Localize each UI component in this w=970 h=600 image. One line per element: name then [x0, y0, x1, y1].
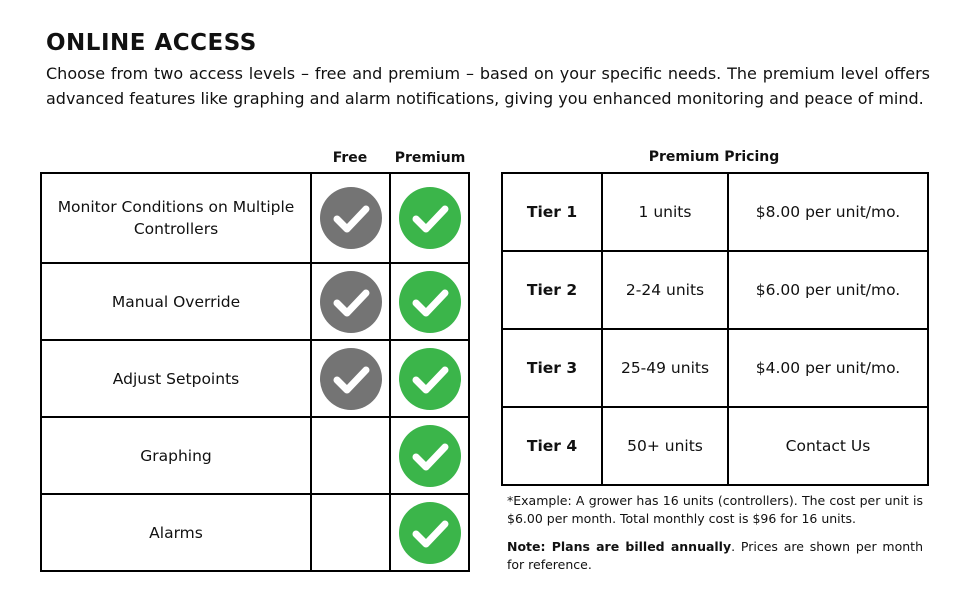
- feature-row: [41, 173, 469, 263]
- billing-note: [507, 538, 923, 574]
- pricing-example: *Example: A grower has 16 units (controllers). The cost per unit is $6.00 per month. Total monthly cost is $96 for 16 units.: [507, 493, 923, 526]
- feature-label: Manual Override: [41, 263, 311, 340]
- free-column-header: Free: [332, 150, 368, 166]
- free-check-icon: [320, 187, 382, 249]
- free-cell: [311, 494, 390, 571]
- pricing-row: [502, 329, 928, 407]
- tier-price: Contact Us: [728, 407, 928, 485]
- tier-units: 2-24 units: [602, 251, 728, 329]
- free-cell: [311, 173, 390, 263]
- free-cell: [311, 417, 390, 494]
- premium-column-header: Premium: [394, 150, 466, 166]
- pricing-row: [502, 407, 928, 485]
- free-check-icon: [320, 348, 382, 410]
- premium-cell: [390, 263, 469, 340]
- feature-row: [41, 417, 469, 494]
- tier-price: $6.00 per unit/mo.: [728, 251, 928, 329]
- premium-cell: [390, 417, 469, 494]
- tier-label: Tier 3: [502, 329, 602, 407]
- premium-check-icon: [399, 187, 461, 249]
- tier-price: $8.00 per unit/mo.: [728, 173, 928, 251]
- pricing-row: [502, 251, 928, 329]
- free-cell: [311, 263, 390, 340]
- page-title: ONLINE ACCESS: [46, 30, 257, 56]
- tier-label: Tier 4: [502, 407, 602, 485]
- tier-units: 50+ units: [602, 407, 728, 485]
- feature-label: Graphing: [41, 417, 311, 494]
- premium-check-icon: [399, 271, 461, 333]
- free-check-icon: [320, 271, 382, 333]
- feature-label: Adjust Setpoints: [41, 340, 311, 417]
- free-cell: [311, 340, 390, 417]
- pricing-title: Premium Pricing: [648, 149, 780, 165]
- premium-check-icon: [399, 502, 461, 564]
- feature-label: Alarms: [41, 494, 311, 571]
- pricing-row: [502, 173, 928, 251]
- feature-row: [41, 340, 469, 417]
- tier-units: 1 units: [602, 173, 728, 251]
- premium-check-icon: [399, 425, 461, 487]
- tier-label: Tier 2: [502, 251, 602, 329]
- premium-cell: [390, 494, 469, 571]
- billing-note-bold: Note: Plans are billed annually: [507, 539, 732, 554]
- premium-check-icon: [399, 348, 461, 410]
- premium-cell: [390, 173, 469, 263]
- tier-label: Tier 1: [502, 173, 602, 251]
- feature-row: [41, 263, 469, 340]
- billing-note-rest: . Prices are shown per month for reference.: [507, 539, 924, 572]
- intro-paragraph: Choose from two access levels – free and premium – based on your specific needs. The premium level offers advanced features like graphing and alarm notifications, giving you enhanced monitoring and peace of mind.: [46, 64, 930, 108]
- features-table: [40, 172, 470, 572]
- tier-price: $4.00 per unit/mo.: [728, 329, 928, 407]
- pricing-table: [501, 172, 929, 486]
- feature-label: Monitor Conditions on Multiple Controllers: [41, 173, 311, 263]
- feature-row: [41, 494, 469, 571]
- tier-units: 25-49 units: [602, 329, 728, 407]
- premium-cell: [390, 340, 469, 417]
